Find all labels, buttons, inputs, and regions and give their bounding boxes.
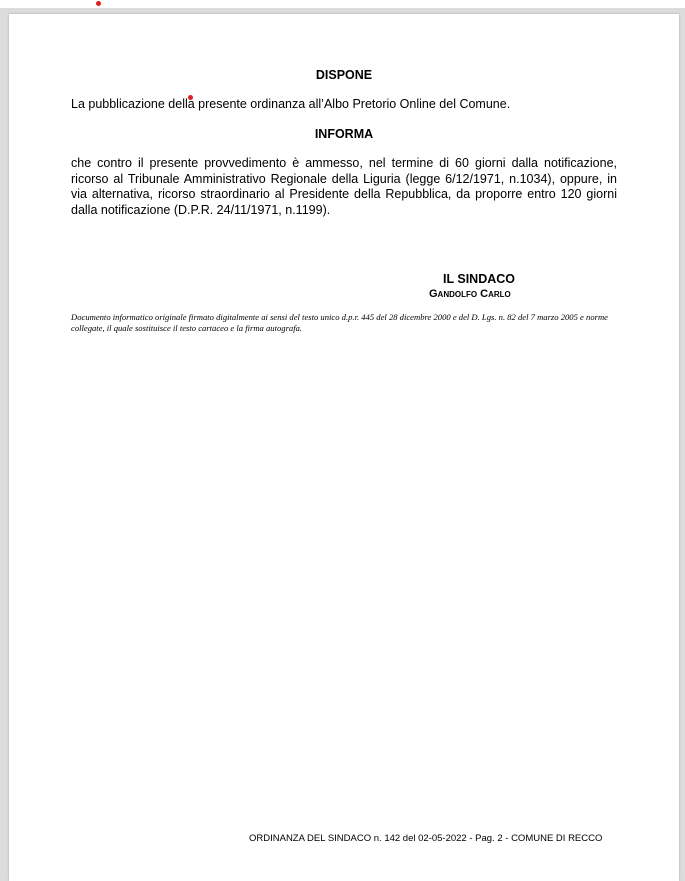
heading-dispone: DISPONE (315, 68, 373, 82)
heading-informa: INFORMA (314, 127, 374, 141)
page-footer: ORDINANZA DEL SINDACO n. 142 del 02-05-2022 - Pag. 2 - COMUNE DI RECCO (249, 833, 603, 844)
publication-paragraph: La pubblicazione della presente ordinanza all’Albo Pretorio Online del Comune. (71, 97, 511, 111)
viewer-top-bar (0, 0, 685, 8)
informa-paragraph: che contro il presente provvedimento è ammesso, nel termine di 60 giorni dalla notificazione, ricorso al Tribunale Amministrativo Regionale della Liguria (legge 6/12/1971, n.1034), oppure, in via alternativa, ricorso straordinario al Presidente della Repubblica, da proporre entro 120 giorni dalla notificazione (D.P.R. 24/11/1971, n.1199). (71, 156, 617, 217)
document-page (9, 14, 679, 881)
signature-name: Gandolfo Carlo (429, 288, 511, 300)
annotation-marker (96, 1, 101, 6)
signature-title: IL SINDACO (443, 272, 515, 286)
digital-signature-note: Documento informatico originale firmato digitalmente ai sensi del testo unico d.p.r. 445 del 28 dicembre 2000 e del D. Lgs. n. 82 del 7 marzo 2005 e norme collegate, il quale sostituisce il testo cartaceo e la firma autografa. (71, 312, 608, 333)
